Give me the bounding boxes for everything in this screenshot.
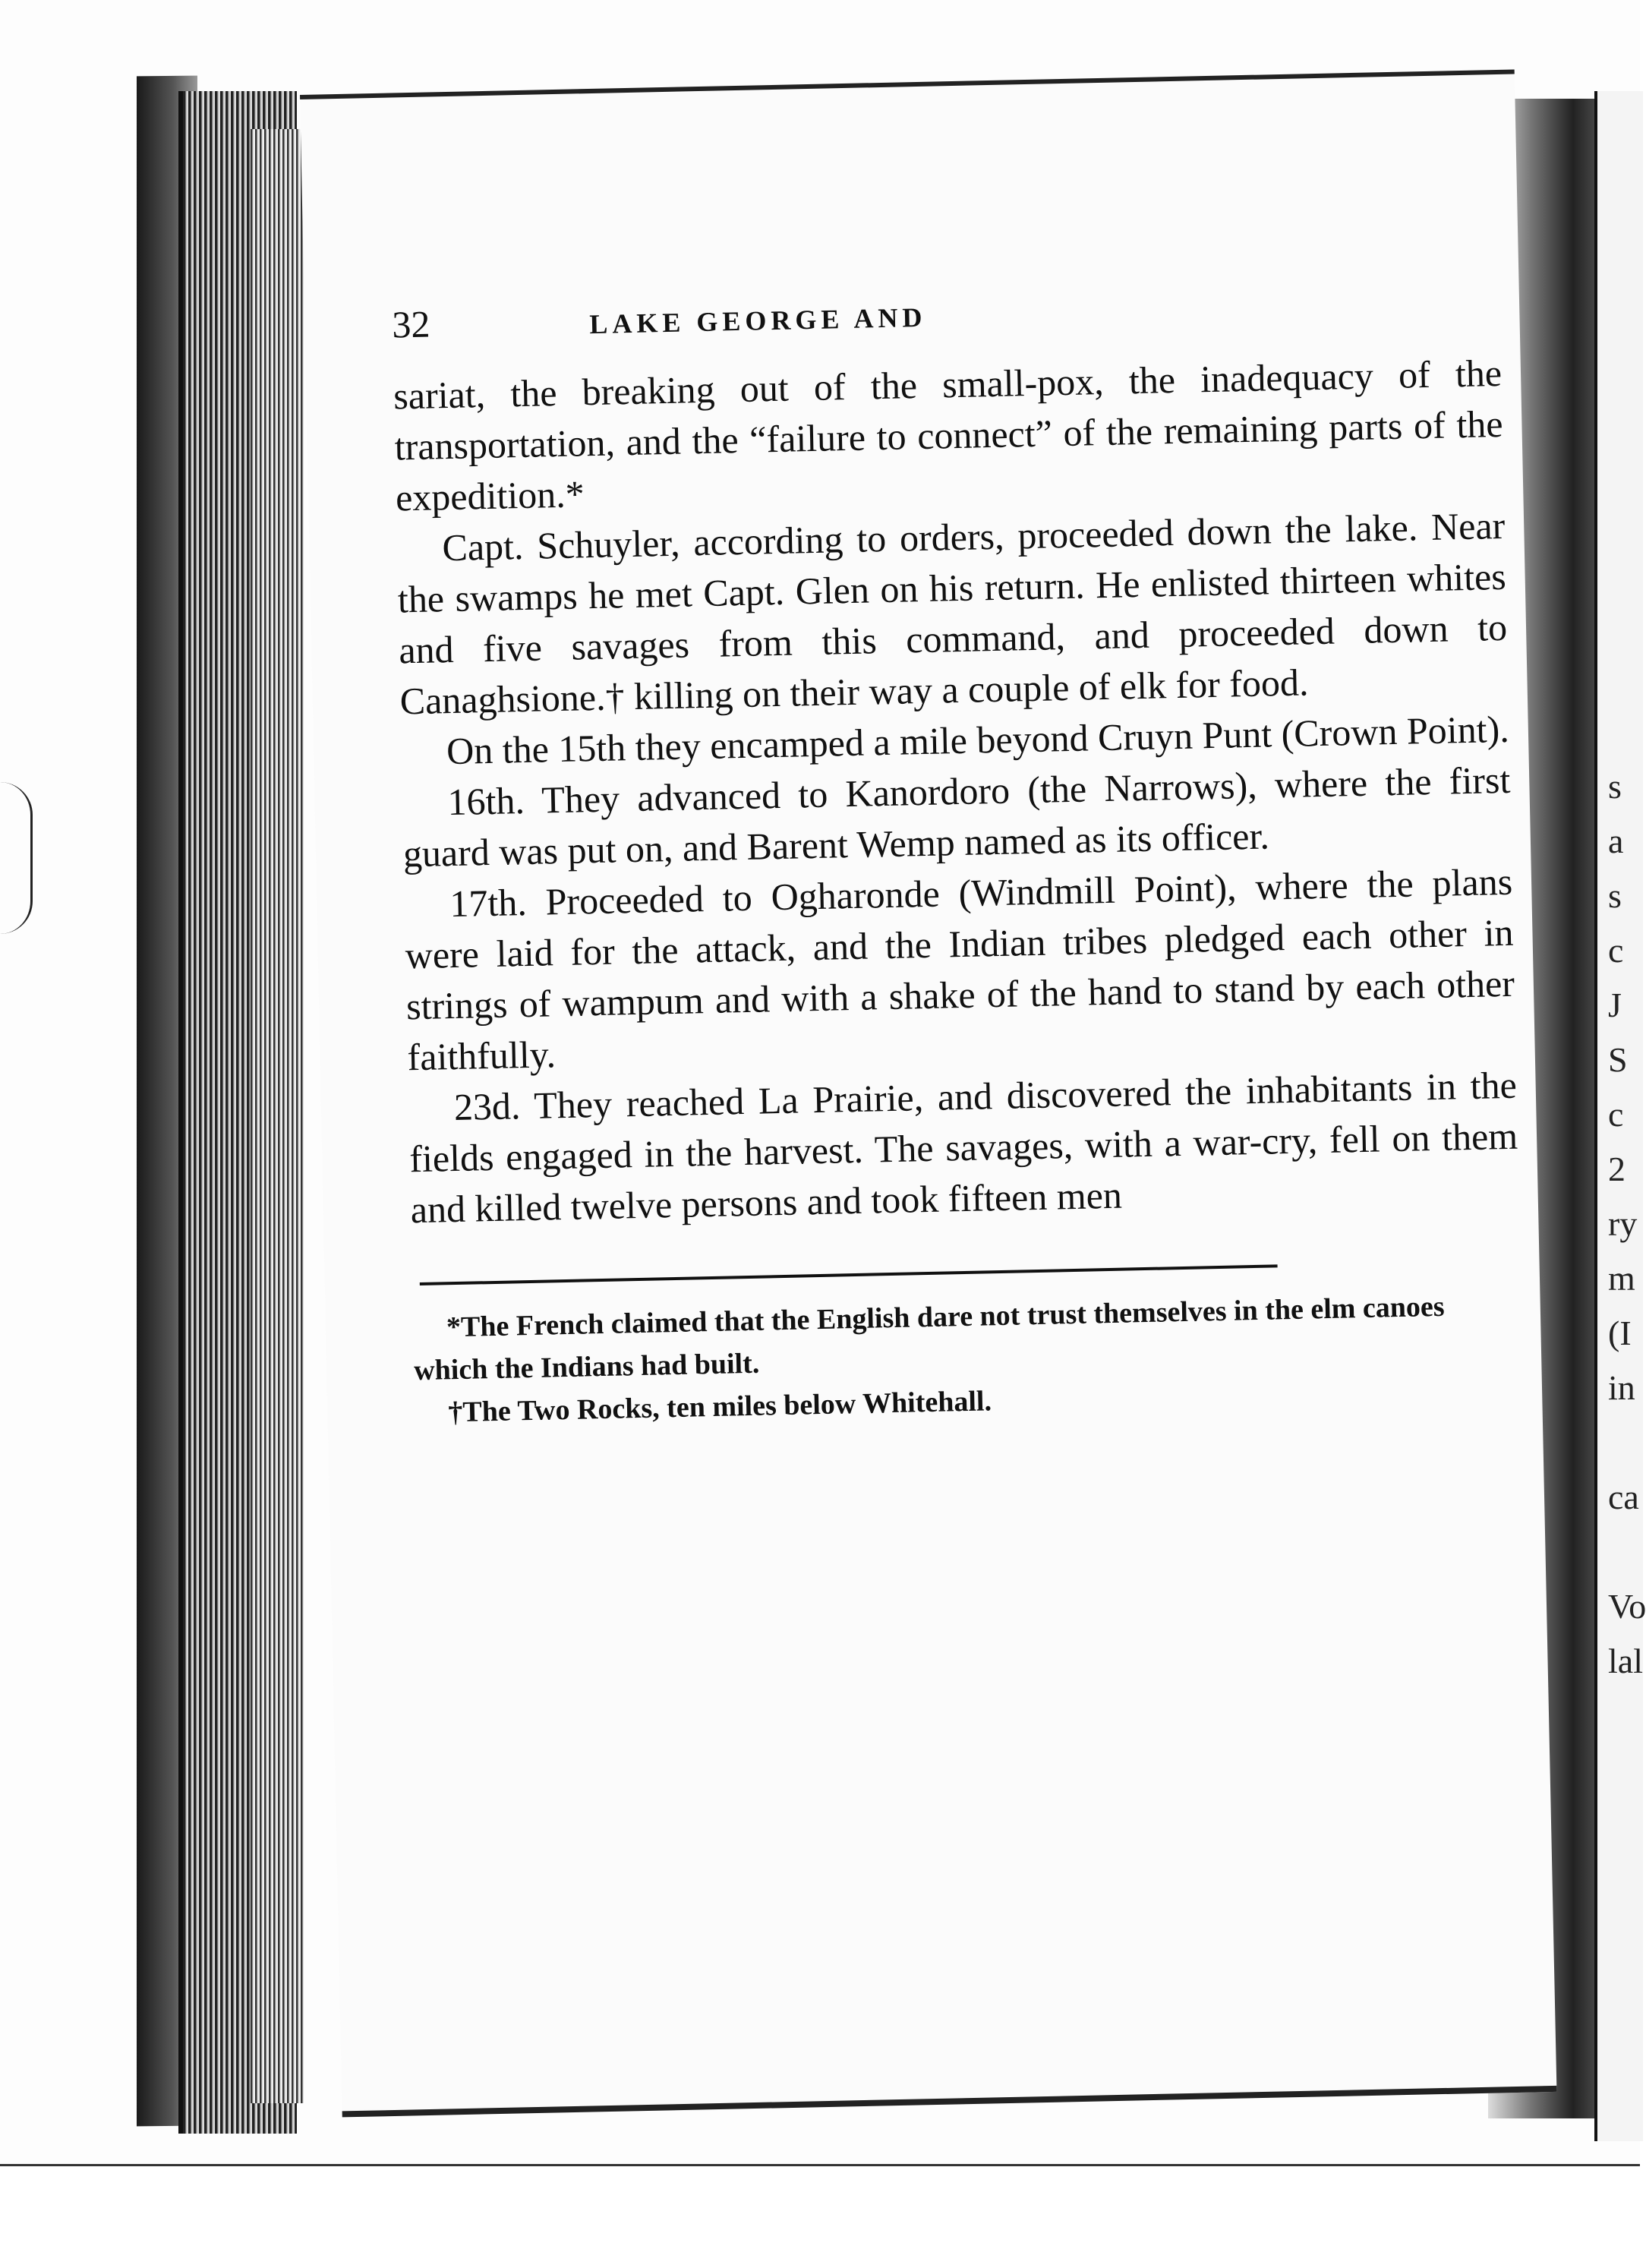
footnotes: [412, 1284, 1523, 1435]
facing-fragment: s: [1608, 767, 1622, 806]
footnote: *The French claimed that the English dare not trust themselves in the elm canoes which the Indians had built.: [413, 1290, 1446, 1387]
facing-fragment: lal: [1608, 1642, 1643, 1680]
facing-fragment: [1608, 1415, 1640, 1470]
facing-fragment: a: [1608, 822, 1624, 860]
footnote: †The Two Rocks, ten miles below Whitehall.: [447, 1385, 992, 1429]
paragraph: On the 15th they encamped a mile beyond Cruyn Punt (Crown Point).: [446, 707, 1510, 773]
paragraph: 16th. They advanced to Kanordoro (the Narrows), where the first guard was put on, and Barent Wemp named as its officer.: [402, 758, 1511, 875]
facing-fragment: [1608, 1525, 1640, 1579]
facing-fragment: ry: [1608, 1204, 1638, 1243]
facing-fragment: s: [1608, 876, 1622, 915]
facing-fragment: ca: [1608, 1478, 1639, 1516]
facing-fragment: S: [1608, 1040, 1628, 1079]
scan-margin-mark: [0, 782, 33, 934]
facing-fragment: m: [1608, 1259, 1635, 1298]
paragraph: Capt. Schuyler, according to orders, proceeded down the lake. Near the swamps he met Capt. Glen on his return. He enlisted thirteen whites and five savages from this command, and proceeded down to Canaghsione.† killing on their way a couple of elk for food.: [397, 503, 1508, 723]
facing-page-fragments: [1608, 759, 1646, 1689]
page-content: [392, 279, 1524, 1434]
facing-fragment: c: [1608, 1095, 1624, 1134]
body-text: [393, 348, 1520, 1235]
running-head: LAKE GEORGE AND: [588, 301, 927, 340]
facing-fragment: c: [1608, 931, 1624, 970]
paragraph: 23d. They reached La Prairie, and discovered the inhabitants in the fields engaged in the harvest. The savages, with a war-cry, fell on them and killed twelve persons and took fifteen men: [408, 1063, 1518, 1232]
facing-fragment: (I: [1608, 1314, 1632, 1352]
page-number: 32: [391, 302, 430, 346]
paragraph: 17th. Proceeded to Ogharonde (Windmill Point), where the plans were laid for the attack, and the Indian tribes pledged each other in strings of wampum and with a shake of the hand to stand by each other faithfully.: [405, 860, 1515, 1079]
facing-fragment: in: [1608, 1368, 1635, 1407]
scan-bottom-band: [0, 2164, 1640, 2268]
facing-fragment: 2: [1608, 1150, 1626, 1188]
page-edges-inner: [251, 129, 304, 2103]
facing-fragment: Vo: [1608, 1587, 1646, 1626]
footnote-rule: [420, 1264, 1278, 1285]
paragraph: sariat, the breaking out of the small-pox, the inadequacy of the transportation, and the “failure to connect” of the remaining parts of the expedition.*: [393, 351, 1504, 519]
facing-fragment: J: [1608, 986, 1622, 1024]
book-page: [300, 69, 1556, 2117]
